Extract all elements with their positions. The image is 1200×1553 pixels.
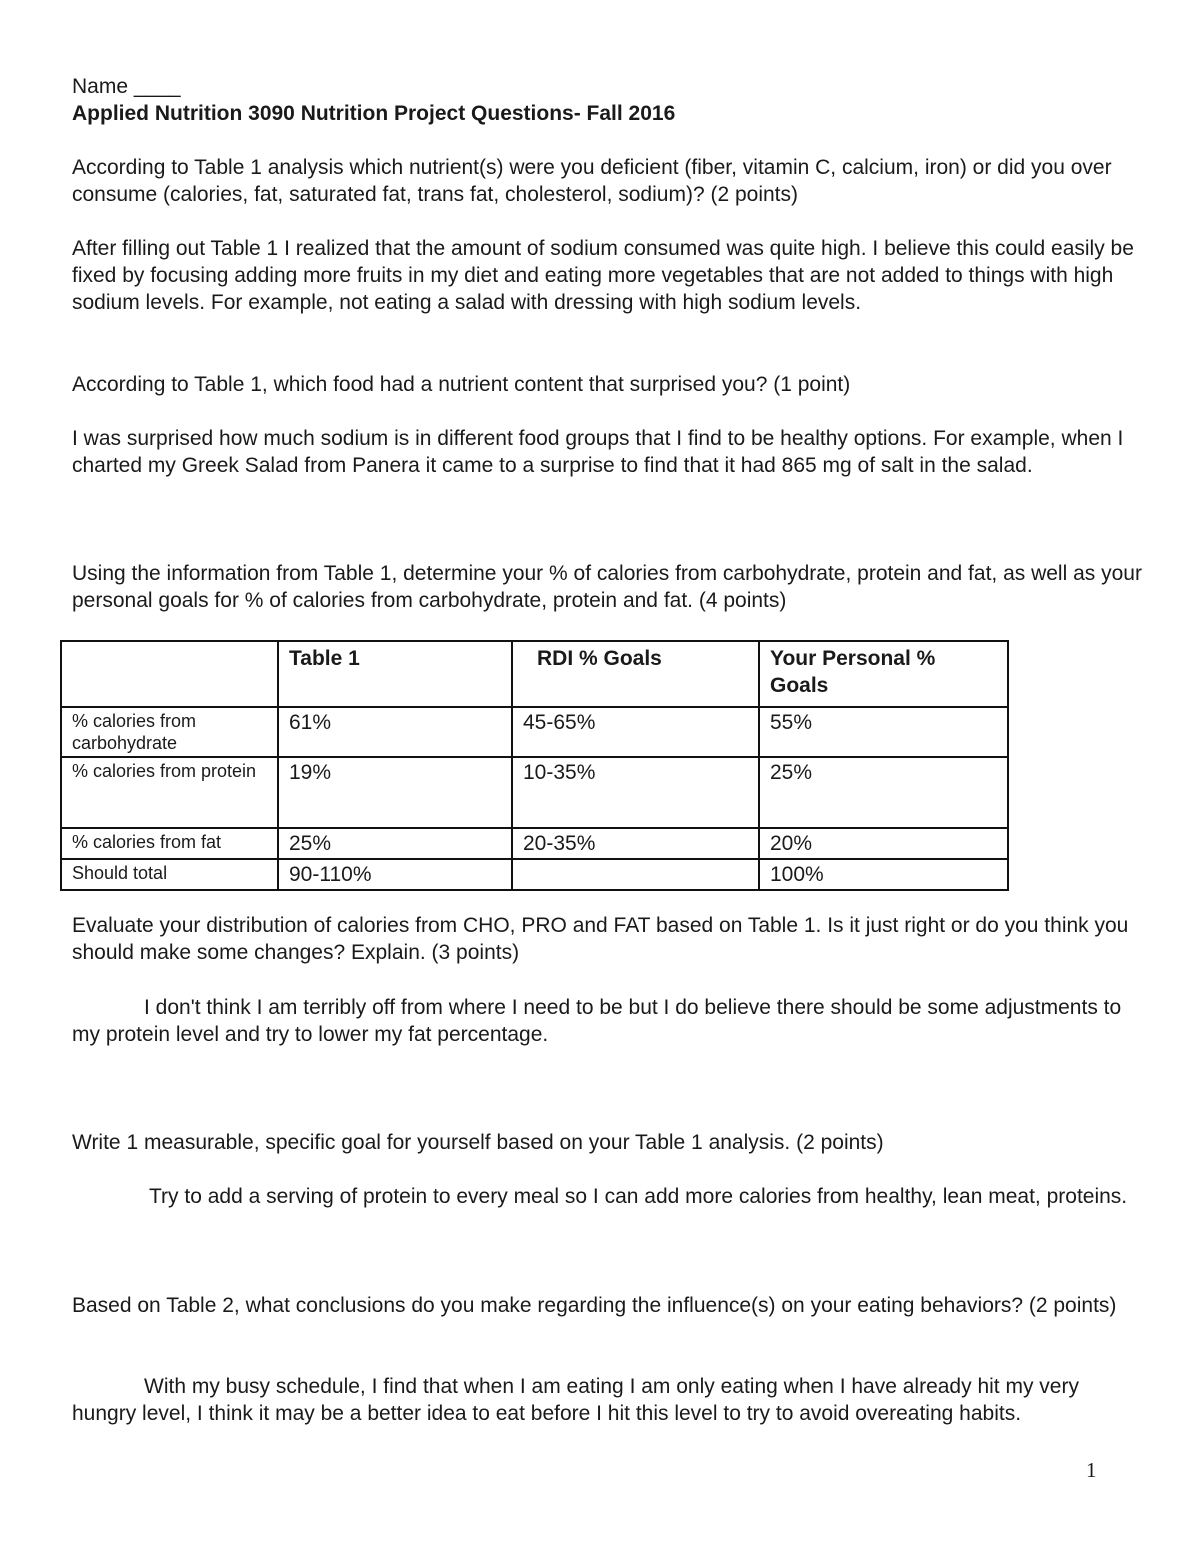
table-cell-table1: 25% bbox=[278, 828, 512, 859]
table-cell-table1: 61% bbox=[278, 707, 512, 757]
table-row-label: % calories from protein bbox=[61, 757, 278, 828]
question-3: Using the information from Table 1, determine your % of calories from carbohydrate, protein and fat, as well as your personal goals for % of calories from carbohydrate, protein and fat. (4 points) bbox=[72, 562, 1142, 612]
table-row bbox=[61, 757, 1008, 828]
document-title: Applied Nutrition 3090 Nutrition Project Questions- Fall 2016 bbox=[72, 102, 676, 125]
answer-4: I don't think I am terribly off from where I need to be but I do believe there should be some adjustments to my protein level and try to lower my fat percentage. bbox=[72, 996, 1122, 1046]
macronutrient-table bbox=[60, 640, 1009, 891]
table-header-table1: Table 1 bbox=[278, 641, 512, 707]
table-cell-personal: 100% bbox=[759, 859, 1008, 890]
answer-5: Try to add a serving of protein to every meal so I can add more calories from healthy, lean meat, proteins. bbox=[149, 1185, 1128, 1208]
table-cell-rdi bbox=[512, 859, 759, 890]
table-cell-table1: 19% bbox=[278, 757, 512, 828]
table-header-rdi: RDI % Goals bbox=[512, 641, 759, 707]
table-cell-rdi: 10-35% bbox=[512, 757, 759, 828]
question-1: According to Table 1 analysis which nutrient(s) were you deficient (fiber, vitamin C, calcium, iron) or did you over consume (calories, fat, saturated fat, trans fat, cholesterol, sodium)? (2 points) bbox=[72, 156, 1112, 206]
question-6: Based on Table 2, what conclusions do you make regarding the influence(s) on your eating behaviors? (2 points) bbox=[72, 1294, 1117, 1317]
table-cell-rdi: 45-65% bbox=[512, 707, 759, 757]
table-row bbox=[61, 859, 1008, 890]
table-cell-personal: 25% bbox=[759, 757, 1008, 828]
table-header-personal: Your Personal % Goals bbox=[759, 641, 1008, 707]
table-row-label: Should total bbox=[61, 859, 278, 890]
answer-6: With my busy schedule, I find that when I am eating I am only eating when I have already hit my very hungry level, I think it may be a better idea to eat before I hit this level to try to avoid overeating habits. bbox=[72, 1375, 1079, 1425]
table-cell-personal: 55% bbox=[759, 707, 1008, 757]
table-row bbox=[61, 707, 1008, 757]
table-cell-table1: 90-110% bbox=[278, 859, 512, 890]
answer-2: I was surprised how much sodium is in different food groups that I find to be healthy options. For example, when I charted my Greek Salad from Panera it came to a surprise to find that it had 865 mg of salt in the salad. bbox=[72, 427, 1124, 477]
question-4: Evaluate your distribution of calories from CHO, PRO and FAT based on Table 1. Is it just right or do you think you should make some changes? Explain. (3 points) bbox=[72, 914, 1129, 964]
table-row-label: % calories from fat bbox=[61, 828, 278, 859]
table-cell-rdi: 20-35% bbox=[512, 828, 759, 859]
answer-1: After filling out Table 1 I realized that the amount of sodium consumed was quite high. I believe this could easily be fixed by focusing adding more fruits in my diet and eating more vegetables that are not added to things with high sodium levels. For example, not eating a salad with dressing with high sodium levels. bbox=[72, 237, 1134, 314]
table-row bbox=[61, 828, 1008, 859]
table-row-label: % calories from carbohydrate bbox=[61, 707, 278, 757]
page-number: 1 bbox=[1086, 1458, 1097, 1482]
question-2: According to Table 1, which food had a nutrient content that surprised you? (1 point) bbox=[72, 373, 851, 396]
table-header-empty bbox=[61, 641, 278, 707]
table-header-row bbox=[61, 641, 1008, 707]
table-cell-personal: 20% bbox=[759, 828, 1008, 859]
question-5: Write 1 measurable, specific goal for yourself based on your Table 1 analysis. (2 points) bbox=[72, 1131, 884, 1154]
name-line: Name ____ bbox=[72, 75, 181, 98]
